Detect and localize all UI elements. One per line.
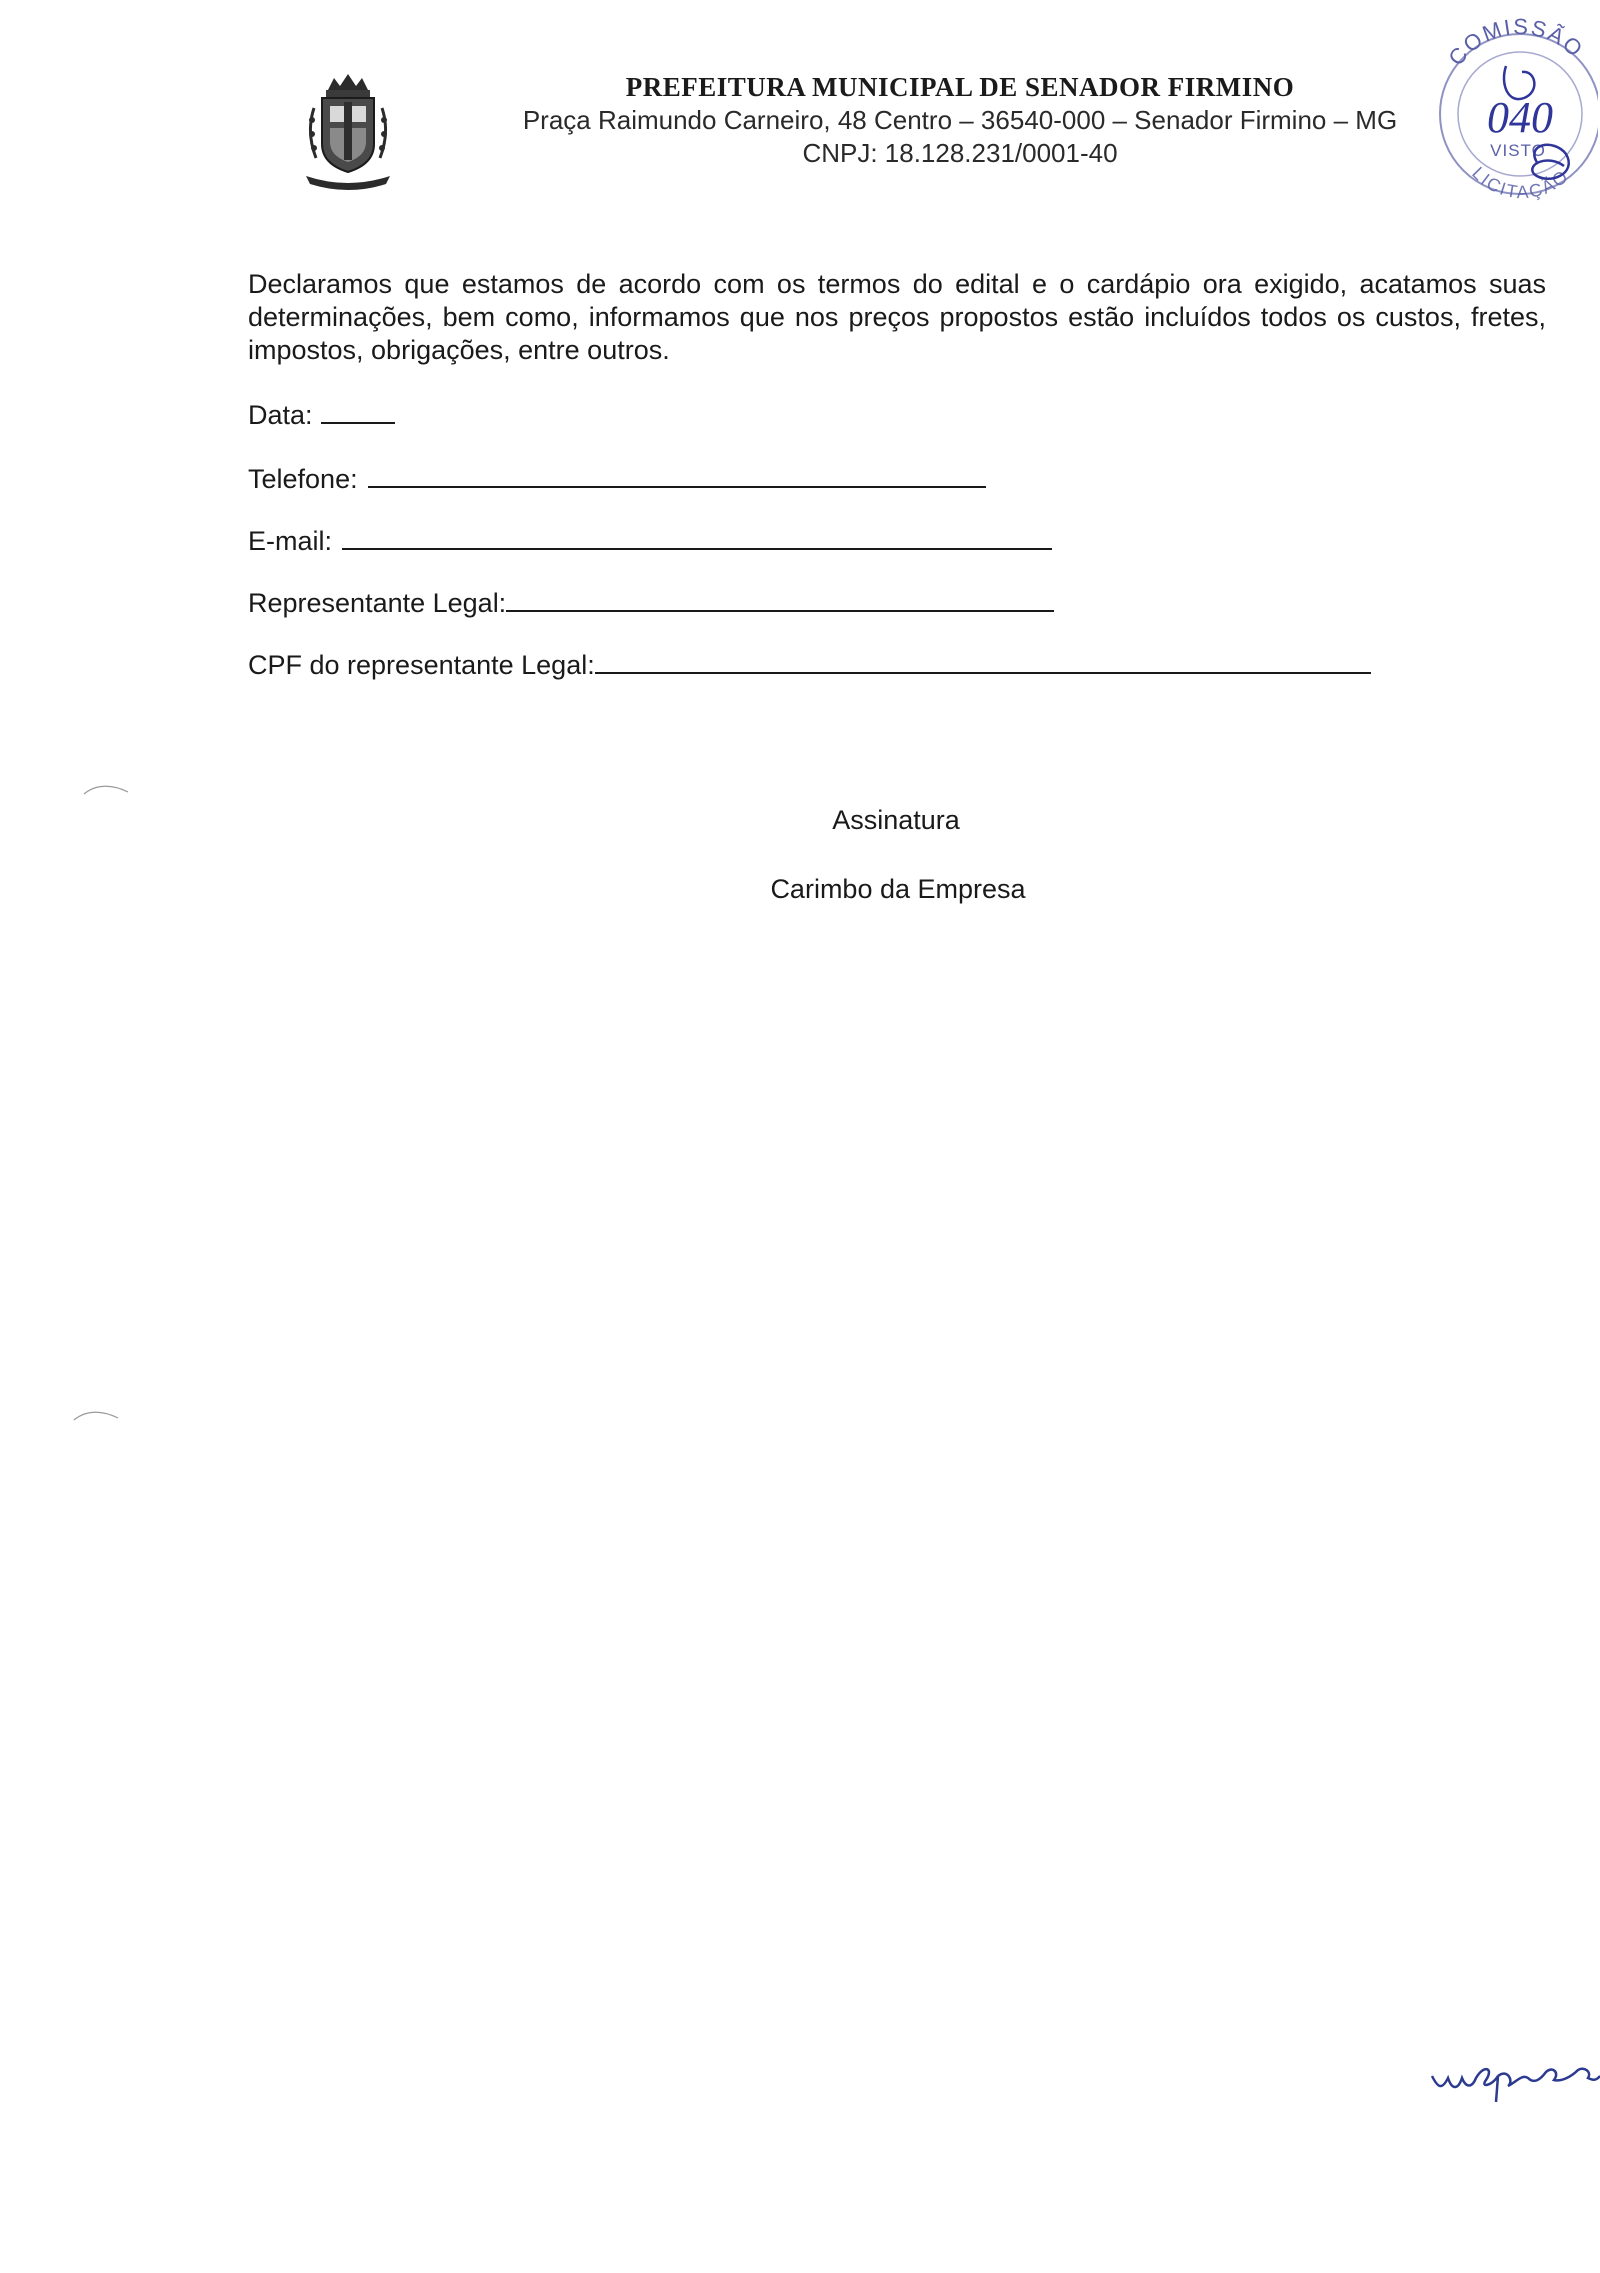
- commission-stamp: [1428, 14, 1598, 214]
- field-email: [248, 522, 1052, 558]
- representante-blank: [506, 584, 1054, 612]
- field-representante: [248, 584, 1054, 620]
- handwritten-signature: [1428, 2058, 1600, 2118]
- email-blank: [342, 522, 1052, 550]
- svg-text:LICITAÇÃO: [1468, 163, 1573, 202]
- representante-label: Representante Legal:: [248, 588, 507, 618]
- telefone-label: Telefone:: [248, 464, 358, 494]
- telefone-blank: [368, 460, 986, 488]
- data-label: Data:: [248, 400, 313, 430]
- municipality-title: PREFEITURA MUNICIPAL DE SENADOR FIRMINO: [625, 72, 1295, 102]
- municipality-address: Praça Raimundo Carneiro, 48 Centro – 36540-000 – Senador Firmino – MG: [522, 105, 1398, 135]
- cpf-label: CPF do representante Legal:: [248, 650, 595, 680]
- data-blank: [321, 396, 395, 424]
- scan-mark-upper: [82, 780, 132, 800]
- assinatura-label: Assinatura: [832, 805, 960, 835]
- email-label: E-mail:: [248, 526, 333, 556]
- stamp-top-text: COMISSÃO: [1443, 14, 1589, 71]
- letterhead: [480, 70, 1440, 170]
- scan-mark-lower: [72, 1406, 122, 1426]
- stamp-bottom-text: LICITAÇÃO: [1468, 162, 1573, 203]
- field-cpf: [248, 646, 1371, 682]
- carimbo-label: Carimbo da Empresa: [770, 874, 1026, 904]
- stamp-middle-text: VISTO: [1490, 141, 1546, 160]
- stamp-number: 040: [1487, 93, 1553, 142]
- cpf-blank: [595, 646, 1371, 674]
- field-data: [248, 396, 395, 432]
- municipality-cnpj: CNPJ: 18.128.231/0001-40: [802, 138, 1118, 168]
- field-telefone: [248, 460, 986, 496]
- declaration-text: Declaramos que estamos de acordo com os termos do edital e o cardápio ora exigido, acatamos suas determinações, bem como, informamos que nos preços propostos estão incluídos todos os custos, fretes, impostos, obrigações, entre outros.: [248, 269, 1546, 365]
- svg-text:COMISSÃO: [1443, 14, 1588, 70]
- municipal-crest-icon: [300, 72, 396, 190]
